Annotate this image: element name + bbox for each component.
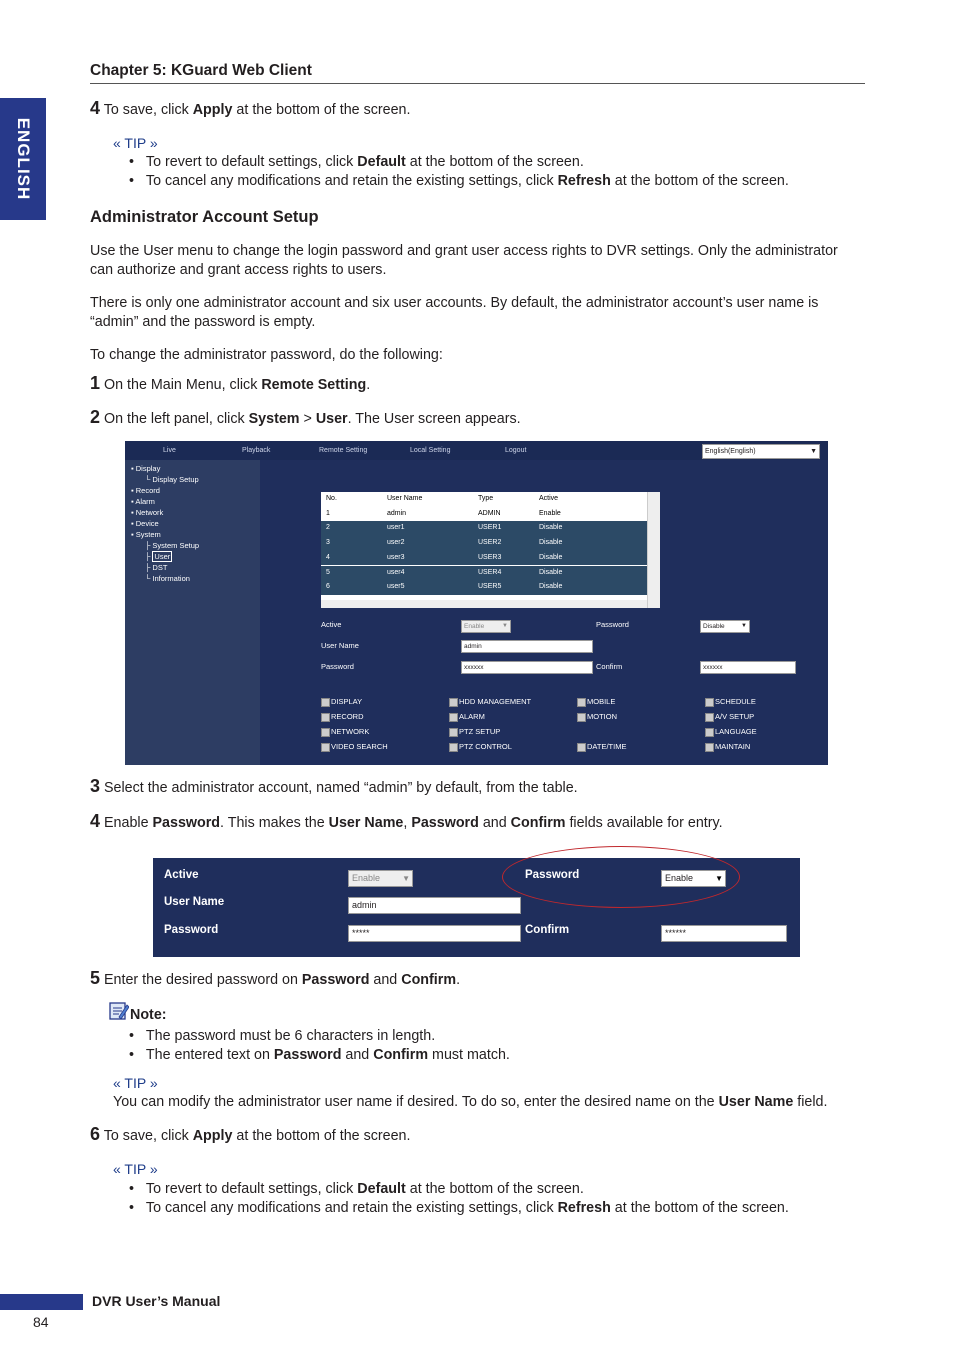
highlight-ellipse — [502, 846, 740, 908]
step-number: 1 — [90, 373, 101, 393]
password-enable-label: Password — [525, 869, 580, 881]
cell: 2 — [326, 524, 330, 532]
active-value: Enable — [352, 873, 381, 883]
cell: 4 — [326, 553, 330, 561]
cell: Disable — [539, 524, 563, 532]
step-3 — [90, 777, 578, 798]
checkbox-icon — [705, 713, 714, 722]
apply-term: Apply — [192, 1128, 233, 1144]
tree-user[interactable]: ├ User — [145, 552, 171, 561]
checkbox-icon — [321, 713, 330, 722]
user-screen-screenshot — [125, 441, 828, 765]
checkbox-av-setup[interactable] — [705, 712, 754, 722]
password-input[interactable]: xxxxxx — [461, 661, 593, 674]
cell: USER4 — [478, 568, 502, 576]
checkbox-label: ALARM — [459, 712, 485, 721]
tree-label: User — [154, 552, 171, 561]
tree-dst[interactable]: ├ DST — [145, 563, 168, 572]
bullet-text: at the bottom of the screen. — [405, 1181, 584, 1197]
tree-alarm[interactable]: ▪ Alarm — [131, 497, 155, 506]
checkbox-icon — [705, 728, 714, 737]
step-text: and — [369, 972, 402, 988]
checkbox-icon — [577, 698, 586, 707]
step-text: at the bottom of the screen. — [232, 1128, 411, 1144]
cell: USER5 — [478, 583, 502, 591]
step-text: > — [299, 411, 316, 427]
checkbox-label: MAINTAIN — [715, 742, 751, 751]
checkbox-network[interactable] — [321, 727, 369, 737]
checkbox-label: A/V SETUP — [715, 712, 755, 721]
bullet-text: at the bottom of the screen. — [610, 173, 789, 189]
checkbox-icon — [449, 743, 458, 752]
language-tab — [0, 98, 46, 220]
step-number: 3 — [90, 776, 101, 796]
nav-logout[interactable]: Logout — [505, 447, 527, 454]
checkbox-label: PTZ CONTROL — [459, 742, 512, 751]
cell: 1 — [326, 509, 330, 517]
tree-display[interactable]: ▪ Display — [131, 464, 161, 473]
user-name-term: User Name — [718, 1094, 794, 1110]
tip-bullet: • To cancel any modifications and retain the existing settings, click Refresh at the bottom of the screen. — [129, 173, 789, 189]
checkbox-ptz-control[interactable] — [449, 742, 512, 752]
footer-bar — [0, 1294, 83, 1310]
note-label: Note: — [130, 1007, 167, 1023]
tree-label: Record — [135, 486, 160, 495]
table-row[interactable] — [321, 536, 647, 551]
tree-information[interactable]: └ Information — [145, 574, 190, 583]
checkbox-display[interactable] — [321, 697, 362, 707]
cell: user5 — [387, 583, 405, 591]
user-name-term: User Name — [328, 815, 404, 831]
tree-label: DST — [152, 563, 168, 572]
cell: user2 — [387, 539, 405, 547]
step-text: fields available for entry. — [565, 815, 723, 831]
chevron-down-icon: ▼ — [402, 874, 410, 883]
checkbox-hdd-management[interactable] — [449, 697, 531, 707]
cell: USER1 — [478, 524, 502, 532]
chevron-down-icon: ▼ — [715, 874, 723, 883]
step-4-enable-password — [90, 812, 723, 833]
step-text: and — [478, 815, 511, 831]
paragraph: Use the User menu to change the login password and grant user access rights to DVR settings. Only the administrator — [90, 243, 838, 259]
tree-device[interactable]: ▪ Device — [131, 519, 159, 528]
language-tab-label: ENGLISH — [14, 117, 33, 201]
checkbox-maintain[interactable] — [705, 742, 750, 752]
tip-label: « TIP » — [113, 1161, 158, 1177]
tree-record[interactable]: ▪ Record — [131, 486, 160, 495]
chevron-down-icon: ▼ — [741, 623, 747, 629]
language-value: English(English) — [705, 448, 756, 455]
table-row[interactable] — [321, 521, 647, 536]
cell: admin — [387, 509, 407, 517]
checkbox-record[interactable] — [321, 712, 364, 722]
cell: user3 — [387, 553, 405, 561]
username-label: User Name — [164, 896, 225, 908]
cell: USER3 — [478, 553, 502, 561]
tree-system-setup[interactable]: ├ System Setup — [145, 541, 200, 550]
system-term: System — [248, 411, 300, 427]
checkbox-icon — [577, 743, 586, 752]
step-number: 2 — [90, 407, 101, 427]
cell: user4 — [387, 568, 405, 576]
table-row[interactable] — [321, 566, 647, 581]
step-text: . — [366, 377, 371, 393]
checkbox-video-search[interactable] — [321, 742, 388, 752]
step-text: Enter the desired password on — [104, 972, 302, 988]
step-number: 5 — [90, 968, 101, 988]
bullet-text: at the bottom of the screen. — [610, 1200, 789, 1216]
username-input[interactable]: admin — [461, 640, 593, 653]
username-label: User Name — [321, 641, 359, 650]
section-title: Administrator Account Setup — [90, 208, 319, 226]
checkbox-label: DISPLAY — [331, 697, 363, 706]
checkbox-mobile[interactable] — [577, 697, 615, 707]
tree-label: Display Setup — [152, 475, 199, 484]
default-term: Default — [357, 154, 406, 170]
confirm-term: Confirm — [510, 815, 566, 831]
paragraph: can authorize and grant access rights to users. — [90, 262, 387, 278]
password-input[interactable]: ***** — [348, 925, 521, 942]
active-label: Active — [164, 869, 199, 881]
bullet-text: The entered text on — [145, 1047, 274, 1063]
footer-manual-title: DVR User’s Manual — [92, 1293, 221, 1309]
checkbox-ptz-setup[interactable] — [449, 727, 500, 737]
bullet-text: To revert to default settings, click — [145, 1181, 358, 1197]
step-text: Select the administrator account, named “admin” by default, from the table. — [104, 780, 578, 796]
confirm-term: Confirm — [373, 1047, 429, 1063]
checkbox-icon — [321, 728, 330, 737]
confirm-term: Confirm — [401, 972, 457, 988]
bullet-text: To revert to default settings, click — [145, 154, 358, 170]
password-term: Password — [152, 815, 221, 831]
step-number: 4 — [90, 98, 101, 118]
chevron-down-icon: ▼ — [810, 448, 817, 455]
note-bullet: • The password must be 6 characters in length. — [129, 1028, 436, 1044]
step-4-save — [90, 99, 410, 120]
bullet-text: at the bottom of the screen. — [405, 154, 584, 170]
column-header: User Name — [387, 495, 423, 502]
active-select[interactable] — [348, 870, 413, 887]
chapter-title: Chapter 5: KGuard Web Client — [90, 62, 312, 79]
bullet-text: must match. — [428, 1047, 510, 1063]
tree-label: Alarm — [135, 497, 155, 506]
step-1 — [90, 374, 370, 395]
tree-label: System Setup — [152, 541, 200, 550]
password-term: Password — [301, 972, 370, 988]
checkbox-alarm[interactable] — [449, 712, 485, 722]
cell: USER2 — [478, 539, 502, 547]
language-select[interactable] — [702, 444, 820, 459]
step-number: 6 — [90, 1124, 101, 1144]
horizontal-scrollbar[interactable] — [321, 600, 647, 608]
active-value: Enable — [464, 623, 485, 630]
checkbox-icon — [449, 728, 458, 737]
refresh-term: Refresh — [557, 1200, 611, 1216]
column-header: Active — [539, 495, 559, 502]
tree-label: Network — [135, 508, 164, 517]
bullet-text: and — [341, 1047, 374, 1063]
password-term: Password — [411, 815, 479, 831]
step-6 — [90, 1125, 410, 1146]
cell: Disable — [539, 553, 563, 561]
step-text: . The User screen appears. — [347, 411, 521, 427]
user-term: User — [315, 411, 348, 427]
tree-label: Information — [152, 574, 190, 583]
chevron-down-icon: ▼ — [502, 623, 508, 629]
tip-body: You can modify the administrator user name if desired. To do so, enter the desired name on the — [113, 1094, 719, 1110]
header-rule — [90, 83, 865, 84]
apply-term: Apply — [192, 102, 233, 118]
checkbox-label: PTZ SETUP — [459, 727, 501, 736]
password-label: Password — [164, 924, 219, 936]
paragraph: To change the administrator password, do the following: — [90, 347, 443, 363]
checkbox-label: HDD MANAGEMENT — [459, 697, 532, 706]
note-bullet: • The entered text on Password and Confirm must match. — [129, 1047, 510, 1063]
checkbox-icon — [449, 698, 458, 707]
cell: Disable — [539, 568, 563, 576]
checkbox-schedule[interactable] — [705, 697, 756, 707]
paragraph: There is only one administrator account and six user accounts. By default, the administrator account’s user name is — [90, 295, 819, 311]
tip-bullet: • To revert to default settings, click Default at the bottom of the screen. — [129, 1181, 584, 1197]
step-text: , — [403, 815, 412, 831]
checkbox-label: LANGUAGE — [715, 727, 757, 736]
nav-local-setting[interactable]: Local Setting — [410, 447, 451, 454]
refresh-term: Refresh — [557, 173, 611, 189]
confirm-label: Confirm — [596, 662, 623, 671]
checkbox-icon — [705, 698, 714, 707]
step-5 — [90, 969, 460, 990]
vertical-scrollbar[interactable] — [647, 492, 660, 608]
remote-setting-term: Remote Setting — [261, 377, 367, 393]
checkbox-icon — [449, 713, 458, 722]
tip-body: field. — [793, 1094, 828, 1110]
nav-live[interactable]: Live — [163, 447, 176, 454]
password-enable-select[interactable] — [700, 620, 750, 633]
active-select[interactable] — [461, 620, 511, 633]
nav-playback[interactable]: Playback — [242, 447, 271, 454]
column-header: Type — [478, 495, 494, 502]
step-text: . This makes the — [220, 815, 329, 831]
bullet-text: The password must be 6 characters in length. — [145, 1028, 436, 1044]
checkbox-label: NETWORK — [331, 727, 370, 736]
tip-bullet: • To revert to default settings, click Default at the bottom of the screen. — [129, 154, 584, 170]
cell: ADMIN — [478, 509, 501, 517]
tree-display-setup[interactable]: └ Display Setup — [145, 475, 199, 484]
table-header-row — [321, 492, 647, 507]
cell: 5 — [326, 568, 330, 576]
checkbox-icon — [705, 743, 714, 752]
page-number: 84 — [33, 1314, 49, 1330]
password-enable-value: Disable — [703, 623, 725, 630]
cell: user1 — [387, 524, 405, 532]
user-table — [321, 492, 660, 608]
tip-label: « TIP » — [113, 135, 158, 151]
checkbox-label: DATE/TIME — [587, 742, 627, 751]
default-term: Default — [357, 1181, 406, 1197]
table-row[interactable] — [321, 551, 647, 566]
checkbox-label: VIDEO SEARCH — [331, 742, 388, 751]
tip-text — [113, 1093, 827, 1112]
step-text: To save, click — [103, 1128, 193, 1144]
checkbox-label: MOTION — [587, 712, 617, 721]
password-term: Password — [273, 1047, 342, 1063]
username-input[interactable]: admin — [348, 897, 521, 914]
active-label: Active — [321, 620, 342, 629]
table-row[interactable] — [321, 580, 647, 595]
step-text: To save, click — [103, 102, 193, 118]
checkbox-language[interactable] — [705, 727, 757, 737]
tree-label: Device — [135, 519, 159, 528]
checkbox-date-time[interactable] — [577, 742, 626, 752]
confirm-input[interactable]: xxxxxx — [700, 661, 796, 674]
cell: Enable — [539, 509, 561, 517]
step-text: at the bottom of the screen. — [232, 102, 411, 118]
bullet-text: To cancel any modifications and retain the existing settings, click — [145, 1200, 558, 1216]
step-2 — [90, 408, 521, 429]
checkbox-label: SCHEDULE — [715, 697, 756, 706]
checkbox-label: RECORD — [331, 712, 364, 721]
password-enable-value: Enable — [665, 873, 694, 883]
cell: 6 — [326, 583, 330, 591]
checkbox-label: MOBILE — [587, 697, 616, 706]
nav-remote-setting[interactable]: Remote Setting — [319, 447, 368, 454]
paragraph: “admin” and the password is empty. — [90, 314, 316, 330]
step-text: . — [456, 972, 461, 988]
checkbox-icon — [321, 698, 330, 707]
step-number: 4 — [90, 811, 101, 831]
step-text: On the left panel, click — [104, 411, 249, 427]
checkbox-motion[interactable] — [577, 712, 617, 722]
tree-label: System — [135, 530, 161, 539]
tree-system[interactable]: ▪ System — [131, 530, 161, 539]
bullet-text: To cancel any modifications and retain the existing settings, click — [145, 173, 558, 189]
cell: Disable — [539, 583, 563, 591]
table-row[interactable] — [321, 507, 647, 522]
note-icon — [107, 1001, 129, 1021]
step-text: On the Main Menu, click — [104, 377, 262, 393]
confirm-label: Confirm — [525, 924, 570, 936]
tree-network[interactable]: ▪ Network — [131, 508, 164, 517]
confirm-input[interactable]: ****** — [661, 925, 787, 942]
checkbox-icon — [577, 713, 586, 722]
column-header: No. — [326, 495, 337, 502]
tip-label: « TIP » — [113, 1075, 158, 1091]
password-enable-label: Password — [596, 620, 629, 629]
password-label: Password — [321, 662, 354, 671]
cell: Disable — [539, 539, 563, 547]
checkbox-icon — [321, 743, 330, 752]
tip-bullet: • To cancel any modifications and retain the existing settings, click Refresh at the bottom of the screen. — [129, 1200, 789, 1216]
cell: 3 — [326, 539, 330, 547]
tree-label: Display — [135, 464, 161, 473]
step-text: Enable — [104, 815, 153, 831]
